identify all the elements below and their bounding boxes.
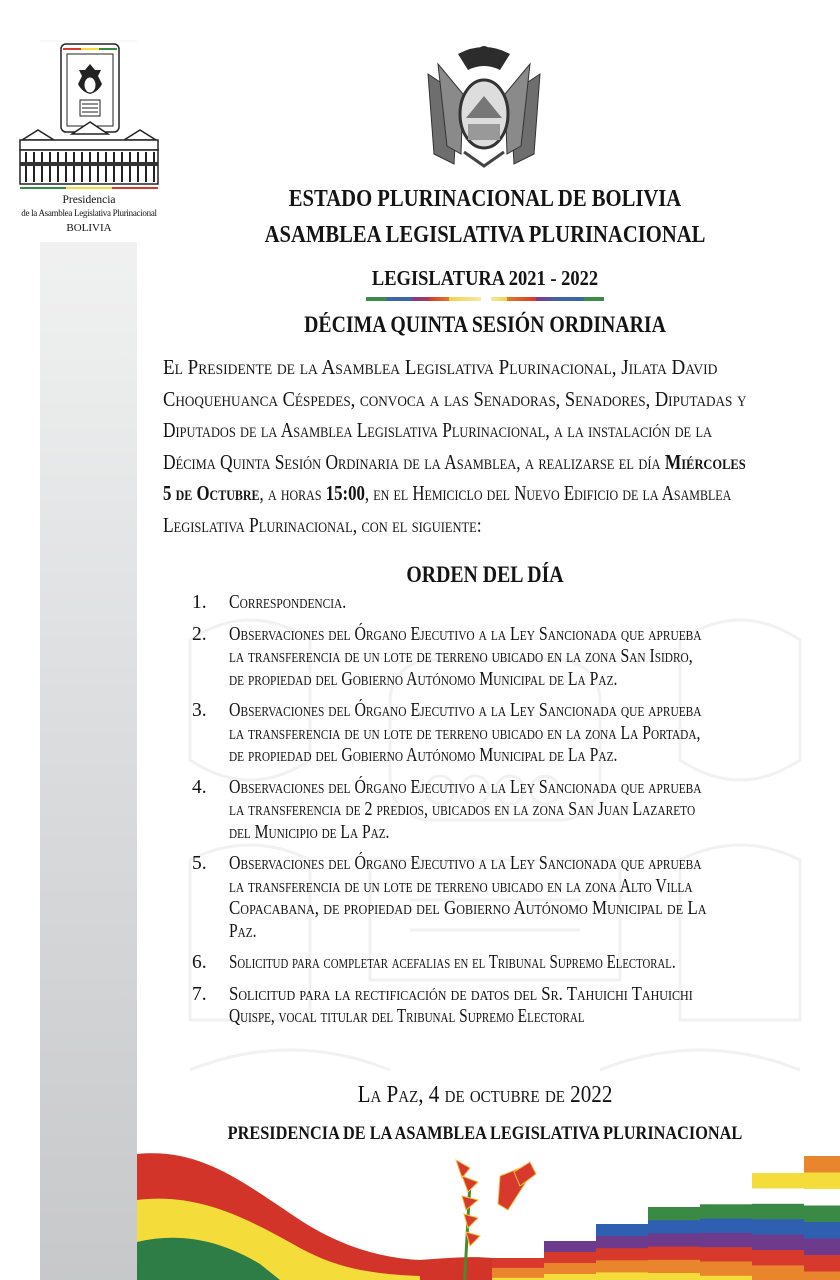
wiphala-square [804,1173,840,1191]
agenda-item [192,700,832,768]
wiphala-square [700,1262,753,1277]
agenda-item [192,592,832,615]
wiphala-square [804,1156,840,1174]
meeting-time: 15:00 [325,481,365,505]
agenda-item-line: Copacabana, de propiedad del Gobierno Autónomo Municipal de La [229,898,707,919]
agenda-item-text [229,624,832,692]
wiphala-square [596,1224,649,1237]
paragraph-line: Diputados de la Asamblea Legislativa Plurinacional, a la instalación de la [163,418,712,442]
flag-join [420,1257,492,1280]
agenda-list [192,592,832,1038]
place-and-date: La Paz, 4 de octubre de 2022 [357,1082,613,1108]
agenda-item-line: Observaciones del Órgano Ejecutivo a la Ley Sancionada que aprueba [229,853,702,874]
paragraph-line: Choquehuanca Céspedes, convoca a las Senadoras, Senadores, Diputadas y [163,386,747,411]
wiphala-square [596,1260,649,1273]
bolivia-coat-of-arms-icon [418,34,550,174]
agenda-item-line: de propiedad del Gobierno Autónomo Municipal de La Paz. [229,745,618,766]
flags-banner [0,1140,840,1280]
agenda-item-number: 3. [192,700,207,721]
wiphala-square [544,1252,597,1264]
agenda-item [192,624,832,692]
wiphala-square [648,1207,701,1221]
wiphala-square [752,1250,805,1266]
convocation-paragraph [163,352,823,541]
agenda-item [192,984,832,1029]
agenda-item-number: 7. [192,983,207,1005]
signatory: PRESIDENCIA DE LA ASAMBLEA LEGISLATIVA PLURINACIONAL [227,1124,743,1144]
agenda-item-line: la transferencia de un lote de terreno ubicado en la zona La Portada, [229,722,701,744]
agenda-item-text [229,777,832,845]
wiphala-square [700,1276,753,1280]
paragraph-text: , en el Hemiciclo del Nuevo Edificio de la Asamblea [364,481,732,505]
wiphala-square [804,1206,840,1224]
agenda-item-text [229,853,832,943]
paragraph-line: El Presidente de la Asamblea Legislativa Plurinacional, Jilata David [163,355,718,379]
wiphala-square [700,1204,753,1219]
wiphala-flag-wave [420,1156,840,1280]
presidency-logo [16,42,162,242]
legislature-title: LEGISLATURA 2021 - 2022 [371,266,599,290]
agenda-item-line: Observaciones del Órgano Ejecutivo a la Ley Sancionada que aprueba [229,700,702,721]
agenda-item-text [229,700,832,768]
wiphala-square [700,1233,753,1248]
wiphala-square [804,1255,840,1273]
wiphala-rule-right [491,297,604,301]
wiphala-square [700,1219,753,1234]
wiphala-square [804,1272,840,1280]
state-title: ESTADO PLURINACIONAL DE BOLIVIA [288,186,682,212]
paragraph-line: Legislativa Plurinacional, con el siguiente: [163,512,482,537]
wiphala-square [752,1173,805,1189]
wiphala-square [752,1188,805,1204]
agenda-item-number: 4. [192,776,207,798]
logo-assembly-text: de la Asamblea Legislativa Plurinacional [21,208,157,218]
wiphala-square [596,1272,649,1280]
agenda-item-text [229,984,832,1029]
wiphala-square [752,1219,805,1235]
wiphala-square [648,1260,701,1274]
wiphala-square [596,1248,649,1261]
agenda-item [192,777,832,845]
paragraph-line [163,447,746,479]
wiphala-square [544,1241,597,1253]
agenda-item-line: Paz. [229,920,257,942]
wiphala-square [804,1239,840,1257]
wiphala-rule-left [366,297,481,301]
agenda-item [192,952,832,975]
wiphala-square [648,1220,701,1234]
wiphala-square [544,1263,597,1275]
wiphala-square [804,1222,840,1240]
wiphala-square [648,1273,701,1280]
paragraph-text: , a horas [259,481,326,505]
agenda-item-line: la transferencia de 2 predios, ubicados en la zona San Juan Lazareto [229,799,696,820]
legislative-palace-emblem-icon [16,42,162,192]
wiphala-square [648,1233,701,1247]
wiphala-square [648,1247,701,1261]
meeting-date: 5 de Octubre [163,481,260,505]
wiphala-square [596,1236,649,1249]
bolivian-flag-wave [137,1153,420,1280]
agenda-item-line: de propiedad del Gobierno Autónomo Municipal de La Paz. [229,668,618,690]
wiphala-square [752,1265,805,1280]
agenda-item-number: 2. [192,623,207,645]
agenda-item-line: la transferencia de un lote de terreno ubicado en la zona Alto Villa [229,875,693,897]
meeting-weekday: Miércoles [664,449,746,474]
agenda-item-line: Observaciones del Órgano Ejecutivo a la Ley Sancionada que aprueba [229,623,702,645]
agenda-item-line: Correspondencia. [229,592,347,613]
agenda-title: ORDEN DEL DÍA [406,562,564,587]
agenda-item-line: Observaciones del Órgano Ejecutivo a la Ley Sancionada que aprueba [229,776,702,798]
agenda-item-line: del Municipio de La Paz. [229,821,390,843]
agenda-item-text [229,952,832,975]
assembly-title: ASAMBLEA LEGISLATIVA PLURINACIONAL [264,222,706,248]
session-title: DÉCIMA QUINTA SESIÓN ORDINARIA [304,312,666,337]
logo-presidencia-text: Presidencia [62,194,116,206]
agenda-item-number: 1. [192,592,207,613]
wiphala-square [752,1204,805,1220]
agenda-item [192,853,832,943]
wiphala-square [492,1268,545,1279]
agenda-item-line: Solicitud para completar acefalias en el Tribunal Supremo Electoral. [229,952,676,973]
agenda-item-line: Solicitud para la rectificación de datos del Sr. Tahuichi Tahuichi [229,983,693,1005]
logo-country-text: BOLIVIA [66,222,112,234]
wiphala-square [804,1189,840,1207]
wiphala-square [700,1247,753,1262]
wiphala-square [492,1258,545,1269]
wiphala-square [544,1274,597,1280]
paragraph-line [163,478,732,510]
paragraph-text: Décima Quinta Sesión Ordinaria de la Asamblea, a realizarse el día [163,449,665,474]
wiphala-square [700,1190,753,1205]
agenda-item-line: Quispe, vocal titular del Tribunal Supremo Electoral [229,1006,585,1027]
agenda-item-number: 5. [192,853,207,874]
agenda-item-number: 6. [192,952,207,973]
agenda-item-text [229,592,832,615]
agenda-item-line: la transferencia de un lote de terreno ubicado en la zona San Isidro, [229,646,693,667]
wiphala-square [752,1235,805,1251]
